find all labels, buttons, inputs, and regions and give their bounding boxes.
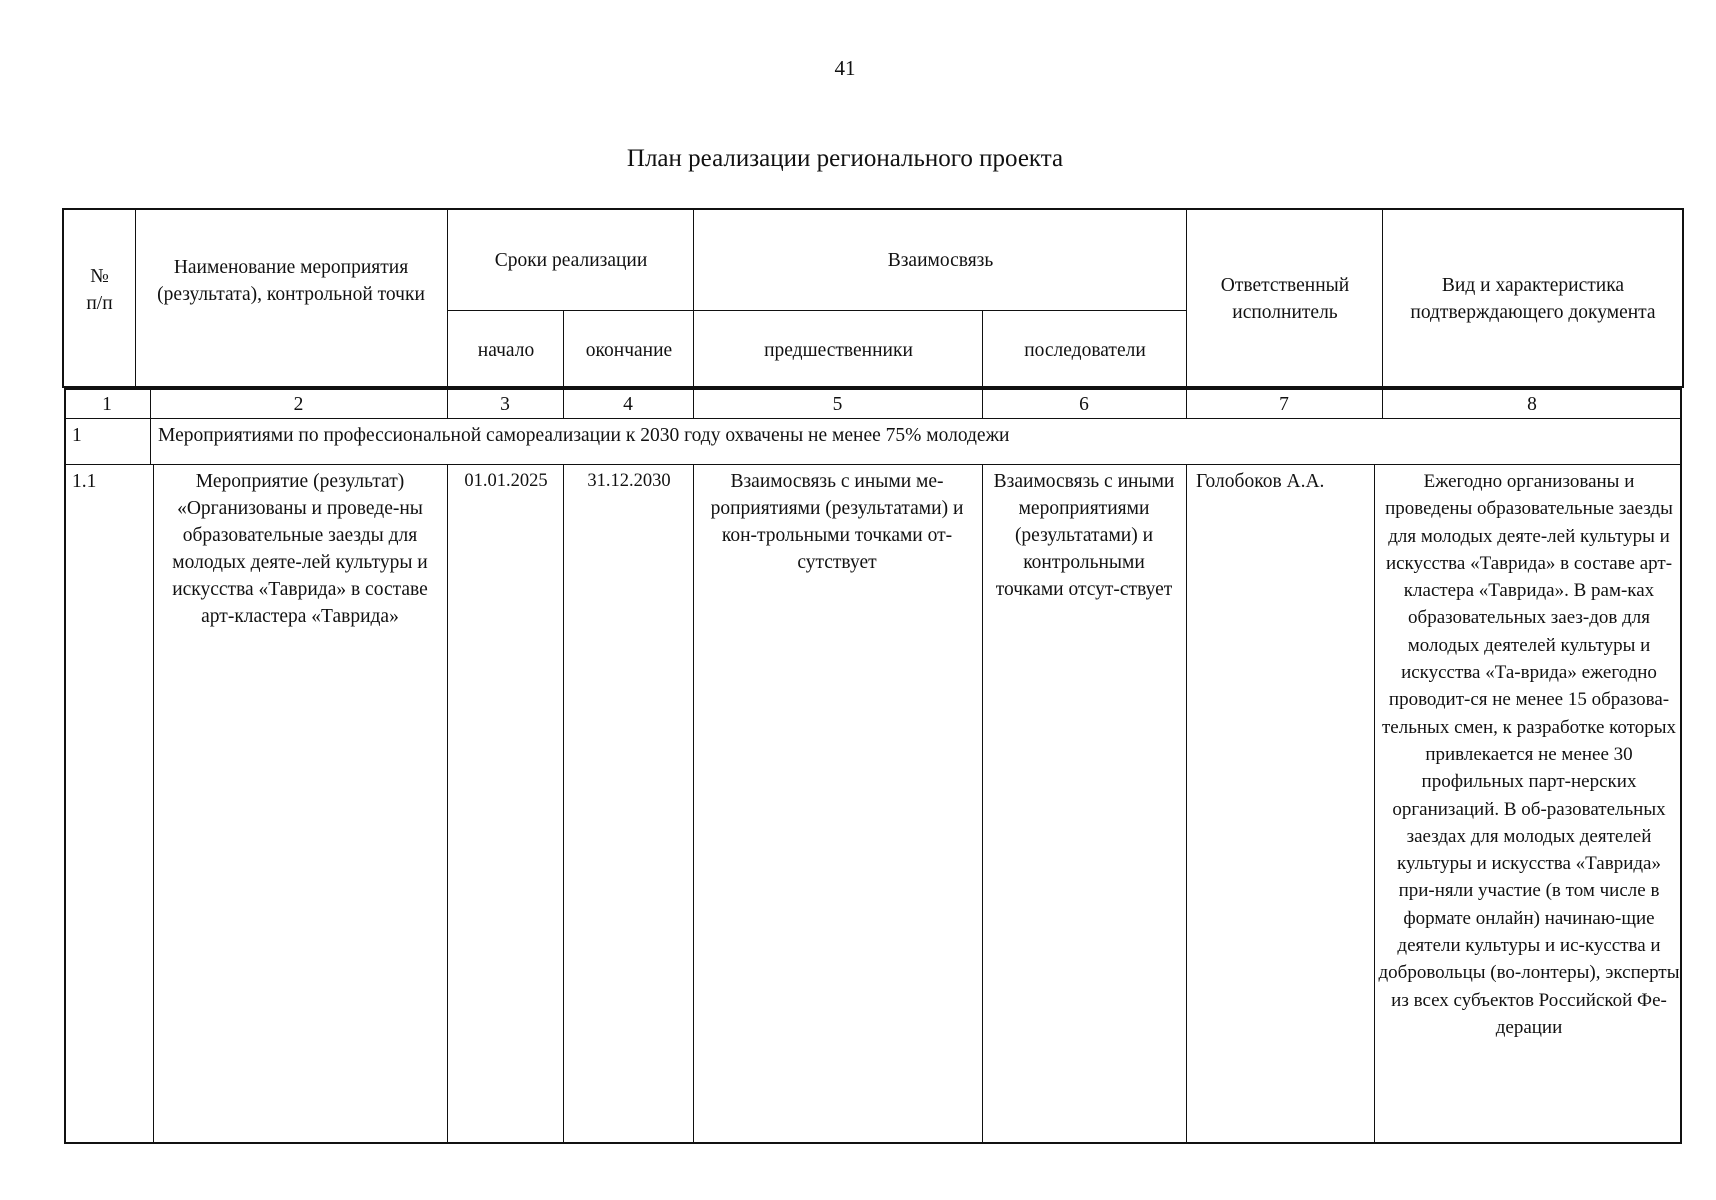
header-end: окончание — [585, 339, 673, 361]
section-number: 1 — [72, 425, 82, 446]
header-document: Вид и характеристика подтверждающего документа — [1410, 275, 1656, 323]
row-predecessors: Взаимосвязь с иными ме-роприятиями (результатами) и кон-трольными точками от-сутствует — [710, 471, 964, 573]
header-num: № п/п — [86, 266, 113, 314]
column-number: 3 — [500, 394, 510, 415]
column-number: 5 — [832, 394, 843, 415]
header-start: начало — [477, 339, 535, 361]
row-successors: Взаимосвязь с иными мероприятиями (результатами) и контрольными точками отсут-ствует — [993, 471, 1175, 600]
column-number: 2 — [293, 394, 304, 415]
row-document: Ежегодно организованы и проведены образовательные заезды для молодых деяте-лей культуры и искусства «Таврида» в составе арт-кластера «Таврида». В рам-ках образовательных заез-дов для молодых деятелей культуры и искусства «Та-врида» ежегодно проводит-ся не менее 15 образова-тельных смен, к разработке которых привлекается не менее 30 профильных парт-нерских организаций. В об-разовательных заездах для молодых деятелей культуры и искусства «Таврида» при-няли участие (в том числе в формате онлайн) начинаю-щие деятели культуры и ис-кусства и добровольцы (во-лонтеры), эксперты из всех субъектов Российской Фе-дерации — [1378, 471, 1680, 1038]
row-start-date: 01.01.2025 — [464, 471, 548, 491]
row-end-date: 31.12.2030 — [587, 471, 671, 491]
header-successors: последователи — [1024, 339, 1146, 361]
header-responsible: Ответственный исполнитель — [1220, 275, 1350, 323]
header-predecessors: предшественники — [764, 339, 913, 361]
column-number: 8 — [1527, 394, 1537, 415]
column-number: 1 — [102, 394, 112, 415]
section-title: Мероприятиями по профессиональной самореализации к 2030 году охвачены не менее 75% молодежи — [158, 425, 1010, 446]
column-number: 7 — [1279, 394, 1289, 415]
page-number: 41 — [834, 56, 856, 80]
header-name: Наименование мероприятия (результата), контрольной точки — [157, 257, 425, 305]
header-timing: Сроки реализации — [494, 249, 648, 271]
header-relation: Взаимосвязь — [887, 249, 994, 271]
column-number: 6 — [1079, 394, 1089, 415]
row-responsible: Голобоков А.А. — [1196, 471, 1325, 492]
row-name: Мероприятие (результат) «Организованы и проведе-ны образовательные заезды для молодых деяте-лей культуры и искусства «Таврида» в составе арт-кластера «Таврида» — [172, 471, 428, 627]
document-title: План реализации регионального проекта — [626, 145, 1064, 172]
row-number: 1.1 — [72, 471, 97, 492]
column-number: 4 — [623, 394, 633, 415]
